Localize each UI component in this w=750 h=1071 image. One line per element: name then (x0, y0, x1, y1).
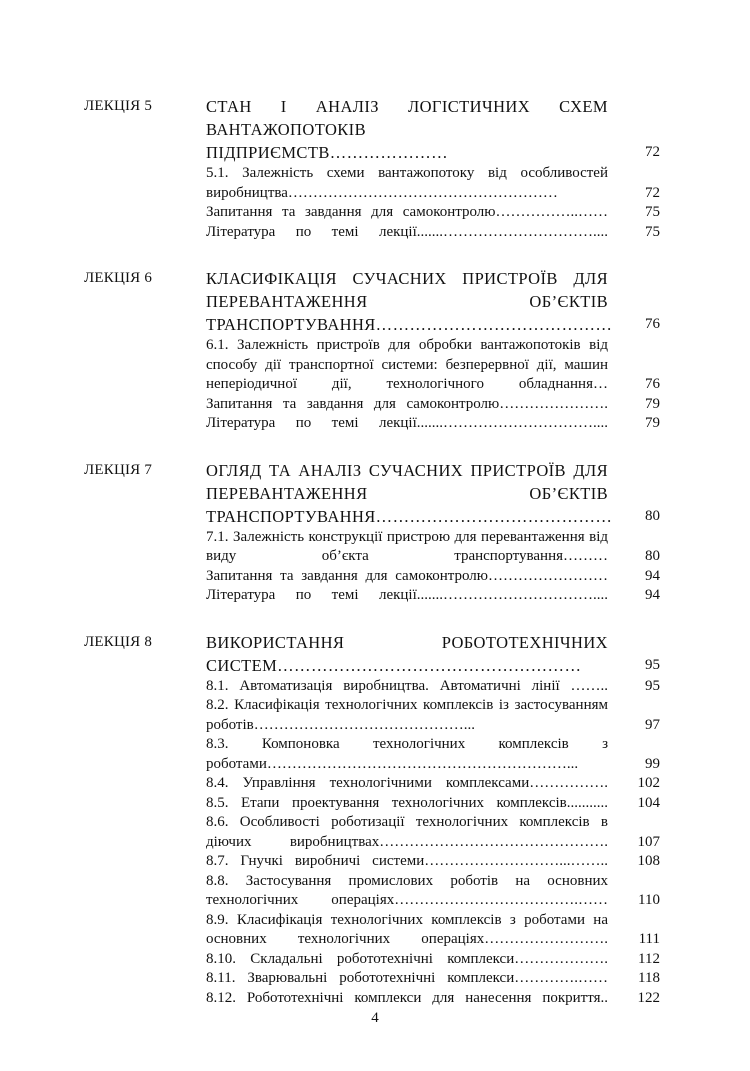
toc-entry-text: 8.10. Складальні робототехнічні комплекси………………. (206, 950, 608, 967)
toc-entry-text: КЛАСИФІКАЦІЯ СУЧАСНИХ ПРИСТРОЇВ ДЛЯ ПЕРЕВАНТАЖЕННЯ ОБ’ЄКТІВ ТРАНСПОРТУВАННЯ…………………………………… (206, 269, 613, 334)
toc-entry-text: Запитання та завдання для самоконтролю……………..…… (206, 204, 608, 220)
toc-entry-text: Запитання та завдання для самоконтролю…………………. (206, 395, 608, 412)
toc-entry-text: 8.6. Особливості роботизації технологічних комплексів в діючих виробництвах………………………………………. (206, 814, 608, 850)
toc-entry (206, 203, 660, 223)
lecture-5 (84, 95, 664, 242)
toc-entry-page: 79 (645, 415, 660, 431)
table-of-contents (84, 95, 664, 1033)
toc-entry-text: 8.2. Класифікація технологічних комплексів із застосуванням роботів……………………………………... (206, 697, 608, 733)
lecture-label: ЛЕКЦІЯ 8 (84, 633, 153, 650)
toc-entry-page: 110 (638, 892, 660, 908)
toc-entry (206, 735, 660, 774)
toc-entry (206, 459, 660, 528)
toc-entry-page: 111 (638, 931, 660, 947)
toc-entry (206, 223, 660, 243)
toc-entry-page: 95 (645, 677, 660, 694)
toc-entry-page: 102 (637, 775, 660, 791)
lecture-8 (84, 631, 664, 1009)
toc-entry (206, 969, 660, 989)
lecture-entries (206, 267, 660, 434)
toc-entry-page: 94 (645, 567, 660, 584)
toc-entry-text: Література по темі лекції.......………………………….... (206, 223, 608, 240)
toc-entry-page: 79 (645, 395, 660, 412)
toc-entry (206, 567, 660, 587)
toc-entry-text: 8.7. Гнучкі виробничі системи………………………...…….. (206, 853, 608, 869)
toc-entry-text: ОГЛЯД ТА АНАЛІЗ СУЧАСНИХ ПРИСТРОЇВ ДЛЯ ПЕРЕВАНТАЖЕННЯ ОБ’ЄКТІВ ТРАНСПОРТУВАННЯ…………………………………… (206, 460, 613, 526)
toc-entry-text: 8.8. Застосування промислових роботів на основних технологічних операціях……………………………….…… (206, 872, 608, 908)
toc-entry (206, 696, 660, 735)
toc-entry (206, 414, 660, 434)
toc-entry-page: 118 (638, 970, 660, 986)
toc-entry (206, 395, 660, 415)
toc-entry-page: 72 (645, 184, 660, 201)
lecture-entries (206, 459, 660, 606)
toc-entry (206, 677, 660, 697)
toc-entry (206, 794, 660, 814)
toc-entry-page: 75 (645, 223, 660, 240)
toc-entry-page: 76 (645, 376, 660, 392)
toc-entry-page: 80 (645, 548, 660, 564)
toc-entry (206, 95, 660, 164)
toc-entry (206, 813, 660, 852)
lecture-label: ЛЕКЦІЯ 5 (84, 98, 153, 114)
toc-entry-text: 8.11. Зварювальні робототехнічні комплекси………….…… (206, 970, 608, 986)
lecture-7 (84, 459, 664, 606)
toc-entry-text: 8.9. Класифікація технологічних комплексів з роботами на основних технологічних операціях……………………. (206, 911, 608, 947)
lecture-6 (84, 267, 664, 434)
toc-entry (206, 774, 660, 794)
toc-entry (206, 950, 660, 970)
toc-entry-page: 122 (637, 989, 660, 1006)
toc-entry-text: 8.4. Управління технологічними комплексами……………. (206, 775, 608, 791)
toc-entry-page: 94 (645, 587, 660, 603)
page-number: 4 (371, 1010, 379, 1026)
toc-entry (206, 872, 660, 911)
toc-entry-page: 76 (645, 316, 660, 332)
toc-entry-text: 8.5. Етапи проектування технологічних комплексів........... (206, 794, 608, 811)
toc-entry-page: 99 (645, 755, 660, 772)
toc-entry (206, 528, 660, 567)
lecture-label: ЛЕКЦІЯ 6 (84, 270, 153, 286)
toc-entry (206, 911, 660, 950)
toc-entry-text: Запитання та завдання для самоконтролю…………………… (206, 567, 608, 584)
toc-entry-text: 8.12. Робототехнічні комплекси для нанесення покриття.. (206, 989, 608, 1006)
lecture-entries (206, 95, 660, 242)
toc-entry (206, 164, 660, 203)
toc-entry-page: 97 (645, 716, 660, 733)
toc-entry-text: 7.1. Залежність конструкції пристрою для перевантаження від виду об’єкта транспортування……… (206, 528, 608, 564)
toc-entry-text: 6.1. Залежність пристроїв для обробки вантажопотоків від способу дії транспортної системи: безперервної дії, машин неперіодичної дії, технологічного обладнання… (206, 337, 608, 392)
toc-entry (206, 586, 660, 606)
toc-entry-page: 95 (645, 656, 660, 673)
toc-entry-text: 5.1. Залежність схеми вантажопотоку від особливостей виробництва……………………………………………… (206, 165, 608, 201)
toc-entry-page: 112 (638, 950, 660, 967)
toc-entry (206, 336, 660, 395)
toc-entry (206, 631, 660, 677)
toc-entry (206, 852, 660, 872)
toc-entry-page: 108 (637, 853, 660, 869)
toc-entry-page: 80 (645, 507, 660, 524)
toc-entry-text: 8.3. Компоновка технологічних комплексів з роботами……………………………………………………... (206, 736, 608, 772)
toc-entry-page: 72 (645, 144, 660, 160)
toc-entry-text: СТАН І АНАЛІЗ ЛОГІСТИЧНИХ СХЕМ ВАНТАЖОПОТОКІВ ПІДПРИЄМСТВ………………… (206, 97, 608, 162)
toc-entry-text: ВИКОРИСТАННЯ РОБОТОТЕХНІЧНИХ СИСТЕМ……………………………………………… (206, 632, 608, 675)
lecture-label: ЛЕКЦІЯ 7 (84, 461, 153, 478)
toc-entry-page: 107 (637, 833, 660, 850)
toc-entry-text: 8.1. Автоматизація виробництва. Автоматичні лінії …….. (206, 677, 608, 694)
toc-entry (206, 989, 660, 1009)
toc-entry-text: Література по темі лекції.......………………………….... (206, 587, 608, 603)
toc-entry (206, 267, 660, 336)
toc-entry-page: 104 (637, 794, 660, 811)
toc-entry-text: Література по темі лекції.......………………………….... (206, 415, 608, 431)
toc-entry-page: 75 (645, 204, 660, 220)
lecture-entries (206, 631, 660, 1009)
